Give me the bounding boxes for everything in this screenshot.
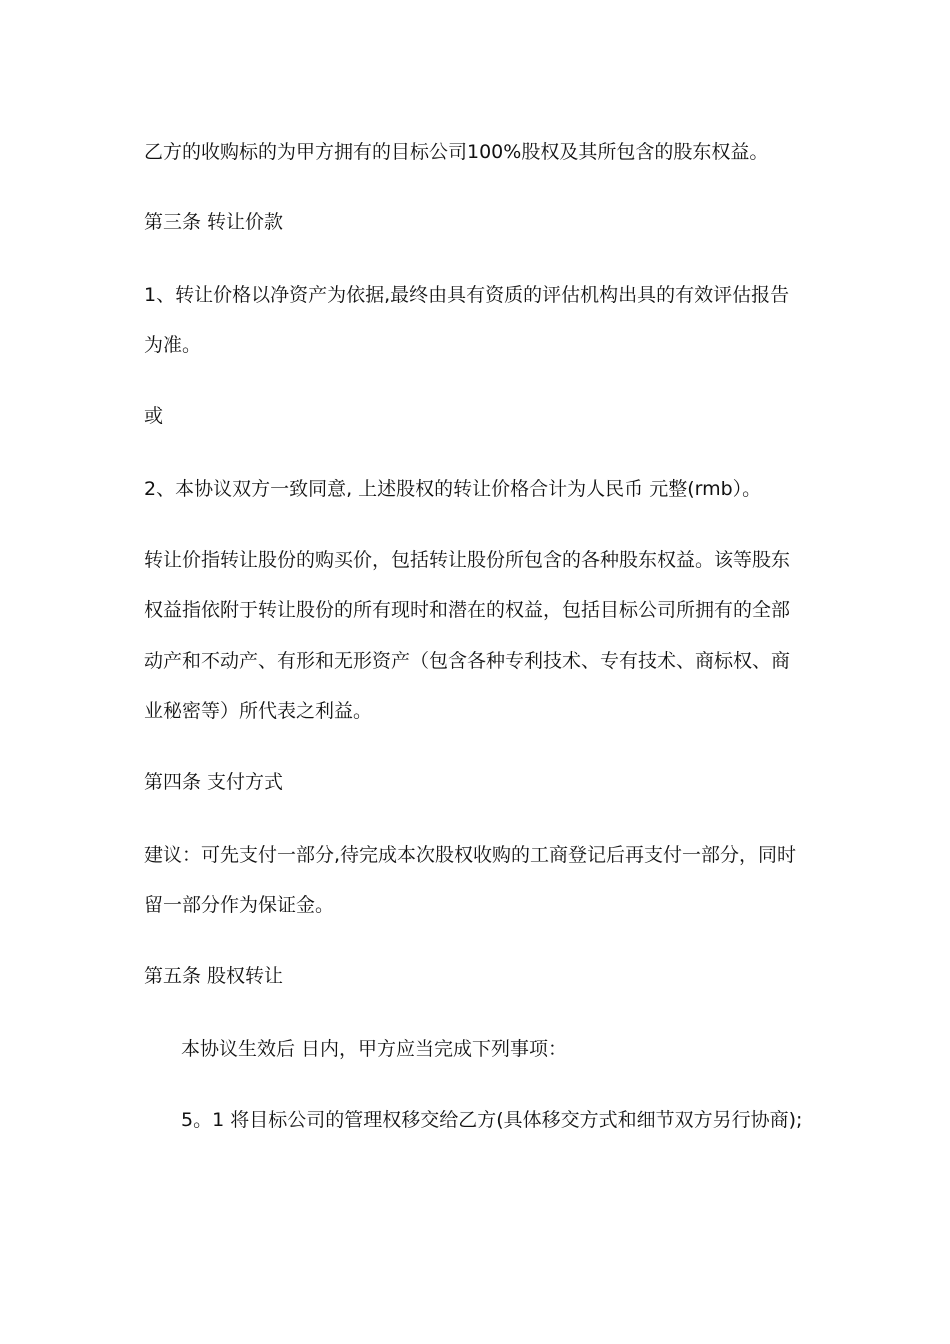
paragraph-acquisition-target: 乙方的收购标的为甲方拥有的目标公司100%股权及其所包含的股东权益。 bbox=[144, 141, 769, 163]
paragraph-payment-line-2: 留一部分作为保证金。 bbox=[144, 894, 335, 916]
paragraph-or: 或 bbox=[144, 405, 164, 427]
paragraph-price-definition-line-3: 动产和不动产、有形和无形资产（包含各种专利技术、专有技术、商标权、商 bbox=[144, 650, 791, 672]
paragraph-price-definition-line-1: 转让价指转让股份的购买价，包括转让股份所包含的各种股东权益。该等股东 bbox=[144, 549, 791, 571]
paragraph-post-effective-duties: 本协议生效后 日内，甲方应当完成下列事项： bbox=[181, 1038, 568, 1060]
paragraph-clause-5-1: 5。1 将目标公司的管理权移交给乙方(具体移交方式和细节双方另行协商); bbox=[181, 1109, 803, 1131]
heading-article-5: 第五条 股权转让 bbox=[144, 965, 284, 987]
paragraph-agreed-price: 2、本协议双方一致同意, 上述股权的转让价格合计为人民币 元整(rmb）。 bbox=[144, 478, 762, 500]
paragraph-price-basis-line-1: 1、转让价格以净资产为依据,最终由具有资质的评估机构出具的有效评估报告 bbox=[144, 284, 790, 306]
paragraph-price-definition-line-4: 业秘密等）所代表之利益。 bbox=[144, 700, 373, 722]
heading-article-3: 第三条 转让价款 bbox=[144, 211, 284, 233]
heading-article-4: 第四条 支付方式 bbox=[144, 771, 284, 793]
paragraph-payment-line-1: 建议：可先支付一部分,待完成本次股权收购的工商登记后再支付一部分，同时 bbox=[144, 844, 797, 866]
paragraph-price-basis-line-2: 为准。 bbox=[144, 334, 202, 356]
paragraph-price-definition-line-2: 权益指依附于转让股份的所有现时和潜在的权益，包括目标公司所拥有的全部 bbox=[144, 599, 791, 621]
